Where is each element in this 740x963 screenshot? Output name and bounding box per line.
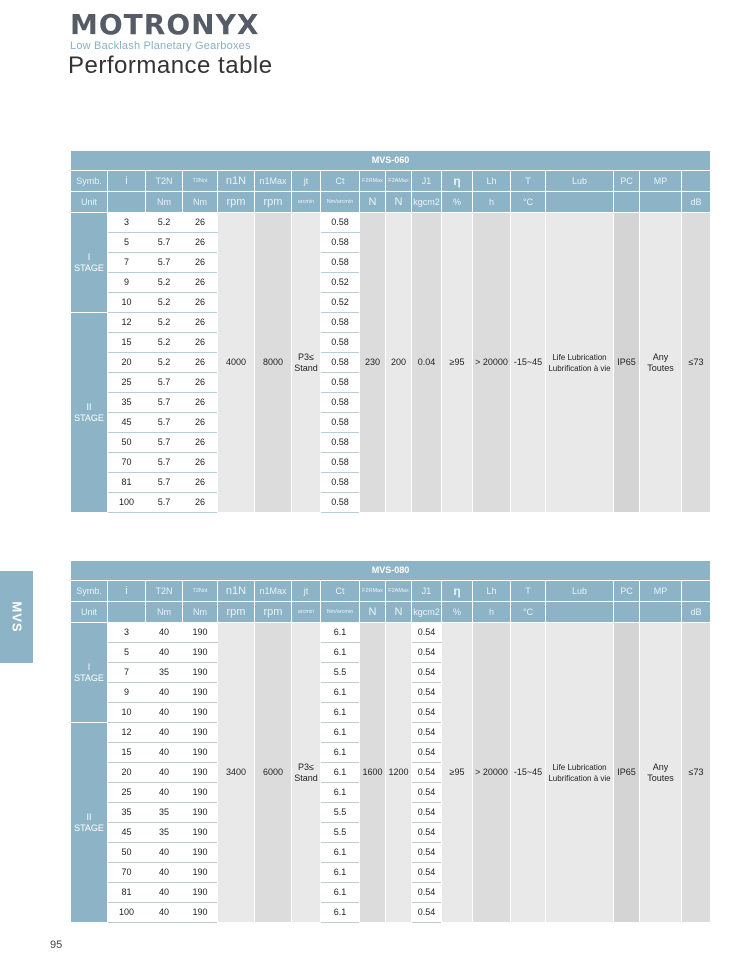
header-unit bbox=[546, 192, 614, 213]
header-symbol: T2Not bbox=[183, 581, 218, 602]
protection-class-cell: IP65 bbox=[614, 623, 640, 923]
t2n-cell: 5.2 bbox=[146, 333, 183, 353]
inertia-cell: 0.54 bbox=[412, 763, 442, 783]
stiffness-cell: 0.58 bbox=[321, 253, 360, 273]
ratio-cell: 7 bbox=[108, 663, 146, 683]
t2n-cell: 40 bbox=[146, 783, 183, 803]
t2n-cell: 40 bbox=[146, 863, 183, 883]
ratio-cell: 3 bbox=[108, 213, 146, 233]
inertia-cell: 0.54 bbox=[412, 703, 442, 723]
header-unit: N bbox=[386, 192, 412, 213]
stiffness-cell: 6.1 bbox=[321, 723, 360, 743]
header-unit: kgcm2 bbox=[412, 602, 442, 623]
t2not-cell: 26 bbox=[183, 453, 218, 473]
t2n-cell: 5.7 bbox=[146, 393, 183, 413]
stiffness-cell: 6.1 bbox=[321, 783, 360, 803]
ratio-cell: 5 bbox=[108, 643, 146, 663]
t2n-cell: 40 bbox=[146, 703, 183, 723]
mounting-position-cell bbox=[640, 213, 682, 513]
inertia-cell: 0.54 bbox=[412, 743, 442, 763]
ratio-cell: 20 bbox=[108, 763, 146, 783]
t2not-cell: 190 bbox=[183, 723, 218, 743]
backlash-cell bbox=[292, 623, 321, 923]
inertia-cell: 0.54 bbox=[412, 683, 442, 703]
temperature-cell: -15~45 bbox=[511, 213, 546, 513]
header-unit bbox=[108, 192, 146, 213]
cell-line: II bbox=[86, 811, 92, 822]
ratio-cell: 81 bbox=[108, 473, 146, 493]
t2not-cell: 190 bbox=[183, 903, 218, 923]
header-unit: Nm bbox=[183, 602, 218, 623]
t2not-cell: 26 bbox=[183, 293, 218, 313]
f2rmax-cell: 1600 bbox=[360, 623, 386, 923]
t2n-cell: 35 bbox=[146, 803, 183, 823]
t2n-cell: 5.7 bbox=[146, 233, 183, 253]
ratio-cell: 20 bbox=[108, 353, 146, 373]
header-symbol: Lh bbox=[473, 581, 511, 602]
t2not-cell: 26 bbox=[183, 233, 218, 253]
stiffness-cell: 0.58 bbox=[321, 453, 360, 473]
t2not-cell: 190 bbox=[183, 783, 218, 803]
ratio-cell: 50 bbox=[108, 433, 146, 453]
stiffness-cell: 0.58 bbox=[321, 213, 360, 233]
stiffness-cell: 0.58 bbox=[321, 413, 360, 433]
page-title: Performance table bbox=[68, 52, 273, 79]
logo-wordmark: MOTRONYX bbox=[70, 8, 260, 41]
stiffness-cell: 0.58 bbox=[321, 473, 360, 493]
cell-line: Lubrification à vie bbox=[548, 773, 611, 783]
header-symbol: J1 bbox=[412, 171, 442, 192]
ratio-cell: 81 bbox=[108, 883, 146, 903]
t2n-cell: 35 bbox=[146, 823, 183, 843]
stiffness-cell: 6.1 bbox=[321, 743, 360, 763]
ratio-cell: 25 bbox=[108, 783, 146, 803]
ratio-cell: 100 bbox=[108, 493, 146, 513]
t2n-cell: 40 bbox=[146, 743, 183, 763]
header-unit: h bbox=[473, 602, 511, 623]
ratio-cell: 100 bbox=[108, 903, 146, 923]
header-symbol: Ct bbox=[321, 171, 360, 192]
header-symbol: T bbox=[511, 581, 546, 602]
page-number: 95 bbox=[50, 939, 63, 951]
t2not-cell: 190 bbox=[183, 803, 218, 823]
efficiency-cell: ≥95 bbox=[442, 623, 473, 923]
inertia-cell: 0.54 bbox=[412, 723, 442, 743]
header-symbol: F2AMax bbox=[386, 171, 412, 192]
inertia-cell: 0.54 bbox=[412, 863, 442, 883]
n1n-cell: 4000 bbox=[218, 213, 255, 513]
ratio-cell: 70 bbox=[108, 453, 146, 473]
stiffness-cell: 0.58 bbox=[321, 233, 360, 253]
stiffness-cell: 0.52 bbox=[321, 293, 360, 313]
noise-level-cell: ≤73 bbox=[682, 623, 711, 923]
inertia-cell: 0.54 bbox=[412, 843, 442, 863]
header-symbol: MP bbox=[640, 171, 682, 192]
header-symbol bbox=[682, 171, 711, 192]
inertia-cell: 0.04 bbox=[412, 213, 442, 513]
header-unit: rpm bbox=[218, 192, 255, 213]
header-unit: Nm/arcmin bbox=[321, 192, 360, 213]
header-symbol: Symb. bbox=[71, 171, 108, 192]
cell-line: Toutes bbox=[647, 772, 674, 783]
table-row bbox=[71, 213, 711, 233]
header-symbol: i bbox=[108, 171, 146, 192]
stiffness-cell: 6.1 bbox=[321, 703, 360, 723]
stiffness-cell: 6.1 bbox=[321, 763, 360, 783]
f2amax-cell: 1200 bbox=[386, 623, 412, 923]
header-symbol: T2N bbox=[146, 171, 183, 192]
backlash-cell bbox=[292, 213, 321, 513]
t2n-cell: 5.7 bbox=[146, 433, 183, 453]
lifetime-cell: > 20000 bbox=[473, 213, 511, 513]
ratio-cell: 25 bbox=[108, 373, 146, 393]
mounting-position-cell bbox=[640, 623, 682, 923]
header-unit: Unit bbox=[71, 602, 108, 623]
header-symbol: PC bbox=[614, 171, 640, 192]
stiffness-cell: 0.58 bbox=[321, 353, 360, 373]
t2not-cell: 190 bbox=[183, 823, 218, 843]
t2n-cell: 5.7 bbox=[146, 413, 183, 433]
header-symbol: η bbox=[442, 581, 473, 602]
t2n-cell: 5.2 bbox=[146, 353, 183, 373]
header-symbol: n1N bbox=[218, 171, 255, 192]
inertia-cell: 0.54 bbox=[412, 823, 442, 843]
stiffness-cell: 0.58 bbox=[321, 313, 360, 333]
stiffness-cell: 6.1 bbox=[321, 883, 360, 903]
ratio-cell: 50 bbox=[108, 843, 146, 863]
t2n-cell: 5.7 bbox=[146, 473, 183, 493]
t2not-cell: 26 bbox=[183, 413, 218, 433]
t2not-cell: 190 bbox=[183, 703, 218, 723]
t2not-cell: 26 bbox=[183, 473, 218, 493]
stage-2-label bbox=[71, 313, 108, 513]
ratio-cell: 12 bbox=[108, 313, 146, 333]
header-unit: Nm/arcmin bbox=[321, 602, 360, 623]
ratio-cell: 15 bbox=[108, 743, 146, 763]
header-symbol: η bbox=[442, 171, 473, 192]
table-row bbox=[71, 623, 711, 643]
header-unit: Nm bbox=[146, 192, 183, 213]
cell-line: Any bbox=[652, 351, 669, 362]
table-title: MVS-080 bbox=[71, 561, 711, 581]
n1max-cell: 8000 bbox=[255, 213, 292, 513]
cell-line: STAGE bbox=[74, 262, 104, 273]
inertia-cell: 0.54 bbox=[412, 783, 442, 803]
header-symbol: T2N bbox=[146, 581, 183, 602]
table-mvs-060 bbox=[70, 150, 711, 513]
cell-line: II bbox=[86, 401, 92, 412]
cell-line: Life Lubrication bbox=[552, 762, 607, 772]
stiffness-cell: 0.52 bbox=[321, 273, 360, 293]
t2not-cell: 190 bbox=[183, 843, 218, 863]
header-symbol: J1 bbox=[412, 581, 442, 602]
inertia-cell: 0.54 bbox=[412, 883, 442, 903]
t2n-cell: 40 bbox=[146, 903, 183, 923]
t2not-cell: 26 bbox=[183, 433, 218, 453]
header-unit: rpm bbox=[255, 602, 292, 623]
t2not-cell: 190 bbox=[183, 743, 218, 763]
inertia-cell: 0.54 bbox=[412, 643, 442, 663]
stiffness-cell: 6.1 bbox=[321, 623, 360, 643]
cell-line: I bbox=[87, 661, 91, 672]
t2not-cell: 190 bbox=[183, 663, 218, 683]
header-symbol: Lh bbox=[473, 171, 511, 192]
t2not-cell: 190 bbox=[183, 623, 218, 643]
t2n-cell: 35 bbox=[146, 663, 183, 683]
cell-line: Toutes bbox=[647, 362, 674, 373]
header-unit: h bbox=[473, 192, 511, 213]
header-symbol: PC bbox=[614, 581, 640, 602]
cell-line: Life Lubrication bbox=[552, 352, 607, 362]
ratio-cell: 45 bbox=[108, 413, 146, 433]
stiffness-cell: 6.1 bbox=[321, 683, 360, 703]
t2n-cell: 40 bbox=[146, 623, 183, 643]
header-unit: % bbox=[442, 602, 473, 623]
header-unit: kgcm2 bbox=[412, 192, 442, 213]
stiffness-cell: 5.5 bbox=[321, 823, 360, 843]
header-symbol: n1Max bbox=[255, 581, 292, 602]
f2rmax-cell: 230 bbox=[360, 213, 386, 513]
t2not-cell: 26 bbox=[183, 253, 218, 273]
stage-1-label bbox=[71, 623, 108, 723]
t2not-cell: 26 bbox=[183, 213, 218, 233]
t2not-cell: 190 bbox=[183, 883, 218, 903]
header-symbol: Symb. bbox=[71, 581, 108, 602]
table-mvs-080 bbox=[70, 560, 711, 923]
cell-line: Stand bbox=[294, 362, 318, 373]
t2n-cell: 5.7 bbox=[146, 373, 183, 393]
cell-line: STAGE bbox=[74, 672, 104, 683]
ratio-cell: 35 bbox=[108, 393, 146, 413]
header-symbol: T bbox=[511, 171, 546, 192]
header-unit: rpm bbox=[255, 192, 292, 213]
logo-tagline: Low Backlash Planetary Gearboxes bbox=[70, 40, 251, 52]
lubrication-cell bbox=[546, 623, 614, 923]
cell-line: Stand bbox=[294, 772, 318, 783]
ratio-cell: 9 bbox=[108, 683, 146, 703]
header-unit: Nm bbox=[183, 192, 218, 213]
stiffness-cell: 0.58 bbox=[321, 433, 360, 453]
stiffness-cell: 6.1 bbox=[321, 863, 360, 883]
header-symbol: n1Max bbox=[255, 171, 292, 192]
header-symbol: T2Not bbox=[183, 171, 218, 192]
header-unit: Nm bbox=[146, 602, 183, 623]
ratio-cell: 9 bbox=[108, 273, 146, 293]
t2not-cell: 26 bbox=[183, 333, 218, 353]
header-symbol: Lub bbox=[546, 171, 614, 192]
header-unit: N bbox=[360, 192, 386, 213]
t2n-cell: 5.7 bbox=[146, 253, 183, 273]
t2n-cell: 5.7 bbox=[146, 493, 183, 513]
n1n-cell: 3400 bbox=[218, 623, 255, 923]
header-unit: dB bbox=[682, 192, 711, 213]
cell-line: STAGE bbox=[74, 412, 104, 423]
stiffness-cell: 0.58 bbox=[321, 373, 360, 393]
noise-level-cell: ≤73 bbox=[682, 213, 711, 513]
stiffness-cell: 6.1 bbox=[321, 843, 360, 863]
cell-line: P3≤ bbox=[298, 761, 314, 772]
stiffness-cell: 0.58 bbox=[321, 493, 360, 513]
stiffness-cell: 5.5 bbox=[321, 803, 360, 823]
t2n-cell: 40 bbox=[146, 763, 183, 783]
header-symbol bbox=[682, 581, 711, 602]
t2not-cell: 26 bbox=[183, 373, 218, 393]
t2not-cell: 26 bbox=[183, 273, 218, 293]
header-symbol: i bbox=[108, 581, 146, 602]
header-unit: °C bbox=[511, 602, 546, 623]
t2n-cell: 5.2 bbox=[146, 293, 183, 313]
cell-line: Any bbox=[652, 761, 669, 772]
ratio-cell: 35 bbox=[108, 803, 146, 823]
table-title: MVS-060 bbox=[71, 151, 711, 171]
header-unit bbox=[614, 602, 640, 623]
brand-logo bbox=[70, 10, 330, 52]
stiffness-cell: 6.1 bbox=[321, 903, 360, 923]
t2not-cell: 26 bbox=[183, 393, 218, 413]
t2n-cell: 40 bbox=[146, 883, 183, 903]
ratio-cell: 7 bbox=[108, 253, 146, 273]
stiffness-cell: 6.1 bbox=[321, 643, 360, 663]
t2n-cell: 5.7 bbox=[146, 453, 183, 473]
header-unit: rpm bbox=[218, 602, 255, 623]
t2not-cell: 190 bbox=[183, 863, 218, 883]
stage-1-label bbox=[71, 213, 108, 313]
protection-class-cell: IP65 bbox=[614, 213, 640, 513]
inertia-cell: 0.54 bbox=[412, 663, 442, 683]
ratio-cell: 10 bbox=[108, 703, 146, 723]
t2n-cell: 40 bbox=[146, 843, 183, 863]
t2not-cell: 190 bbox=[183, 683, 218, 703]
ratio-cell: 10 bbox=[108, 293, 146, 313]
header-symbol: jt bbox=[292, 171, 321, 192]
t2not-cell: 190 bbox=[183, 763, 218, 783]
stiffness-cell: 5.5 bbox=[321, 663, 360, 683]
t2n-cell: 40 bbox=[146, 683, 183, 703]
header-symbol: F2RMax bbox=[360, 581, 386, 602]
t2n-cell: 40 bbox=[146, 643, 183, 663]
ratio-cell: 15 bbox=[108, 333, 146, 353]
stiffness-cell: 0.58 bbox=[321, 393, 360, 413]
temperature-cell: -15~45 bbox=[511, 623, 546, 923]
header-unit: Unit bbox=[71, 192, 108, 213]
header-unit: N bbox=[386, 602, 412, 623]
header-symbol: F2AMax bbox=[386, 581, 412, 602]
t2not-cell: 26 bbox=[183, 313, 218, 333]
lifetime-cell: > 20000 bbox=[473, 623, 511, 923]
cell-line: STAGE bbox=[74, 822, 104, 833]
header-symbol: Lub bbox=[546, 581, 614, 602]
ratio-cell: 12 bbox=[108, 723, 146, 743]
header-symbol: MP bbox=[640, 581, 682, 602]
ratio-cell: 45 bbox=[108, 823, 146, 843]
cell-line: I bbox=[87, 251, 91, 262]
header-unit: % bbox=[442, 192, 473, 213]
t2n-cell: 40 bbox=[146, 723, 183, 743]
stage-2-label bbox=[71, 723, 108, 923]
f2amax-cell: 200 bbox=[386, 213, 412, 513]
inertia-cell: 0.54 bbox=[412, 903, 442, 923]
t2not-cell: 26 bbox=[183, 353, 218, 373]
header-symbol: F2RMax bbox=[360, 171, 386, 192]
stiffness-cell: 0.58 bbox=[321, 333, 360, 353]
efficiency-cell: ≥95 bbox=[442, 213, 473, 513]
cell-line: Lubrification à vie bbox=[548, 363, 611, 373]
inertia-cell: 0.54 bbox=[412, 803, 442, 823]
header-unit bbox=[614, 192, 640, 213]
header-unit bbox=[546, 602, 614, 623]
header-unit: °C bbox=[511, 192, 546, 213]
ratio-cell: 3 bbox=[108, 623, 146, 643]
ratio-cell: 5 bbox=[108, 233, 146, 253]
header-unit bbox=[640, 602, 682, 623]
inertia-cell: 0.54 bbox=[412, 623, 442, 643]
header-unit: arcmin bbox=[292, 192, 321, 213]
header-symbol: Ct bbox=[321, 581, 360, 602]
header-unit: arcmin bbox=[292, 602, 321, 623]
cell-line: P3≤ bbox=[298, 351, 314, 362]
side-tab-mvs: MVS bbox=[0, 571, 33, 663]
header-unit: N bbox=[360, 602, 386, 623]
lubrication-cell bbox=[546, 213, 614, 513]
t2not-cell: 26 bbox=[183, 493, 218, 513]
header-symbol: jt bbox=[292, 581, 321, 602]
t2n-cell: 5.2 bbox=[146, 213, 183, 233]
t2not-cell: 190 bbox=[183, 643, 218, 663]
ratio-cell: 70 bbox=[108, 863, 146, 883]
n1max-cell: 6000 bbox=[255, 623, 292, 923]
header-unit: dB bbox=[682, 602, 711, 623]
t2n-cell: 5.2 bbox=[146, 313, 183, 333]
header-symbol: n1N bbox=[218, 581, 255, 602]
t2n-cell: 5.2 bbox=[146, 273, 183, 293]
header-unit bbox=[640, 192, 682, 213]
header-unit bbox=[108, 602, 146, 623]
